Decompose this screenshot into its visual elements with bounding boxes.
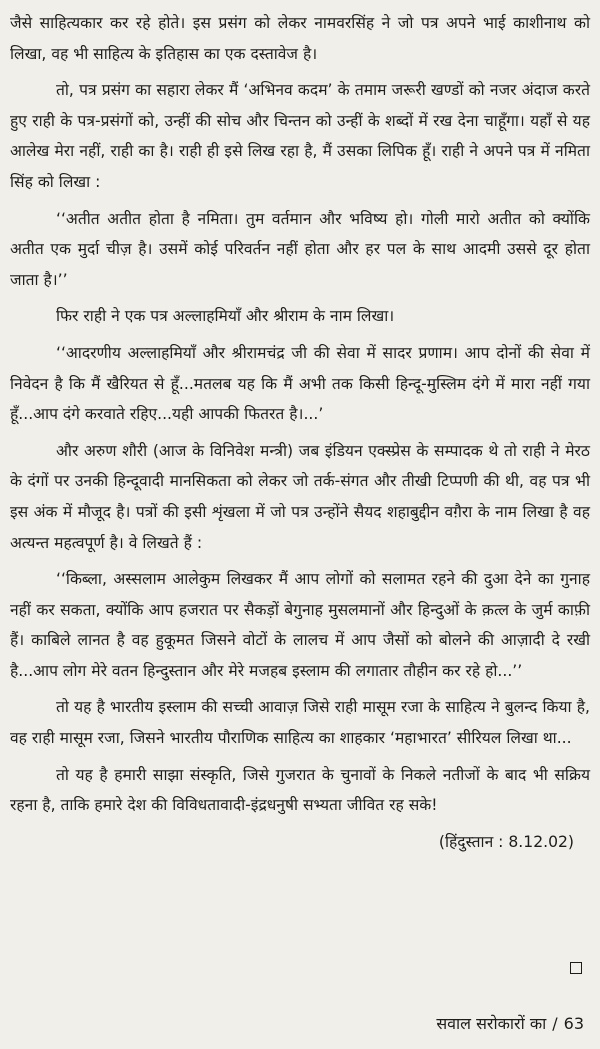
source-citation: (हिंदुस्तान : 8.12.02)	[438, 832, 574, 851]
paragraph: ‘‘आदरणीय अल्लाहमियाँ और श्रीरामचंद्र जी की सेवा में सादर प्रणाम। आप दोनों की सेवा में निवेदन है कि मैं खैरियत से हूँ...मतलब यह कि मैं अभी तक किसी हिन्दू-मुस्लिम दंगे में मारा नहीं गया हूँ...आप दंगे करवाते रहिए...यही आपकी फितरत है।...’	[10, 343, 590, 424]
end-mark-square-icon	[570, 962, 582, 974]
footer-separator: /	[552, 1014, 558, 1033]
paragraph: ‘‘अतीत अतीत होता है नमिता। तुम वर्तमान और भविष्य हो। गोली मारो अतीत को क्योंकि अतीत एक मुर्दा चीज़ है। उसमें कोई परिवर्तन नहीं होता और हर पल के साथ आदमी उससे दूर होता जाता है।’’	[10, 209, 590, 289]
paragraph: तो यह है भारतीय इस्लाम की सच्ची आवाज़ जिसे राही मासूम रजा के साहित्य ने बुलन्द किया है, वह राही मासूम रजा, जिसने भारतीय पौराणिक साहित्य का शाहकार ‘महाभारत’ सीरियल लिखा था...	[10, 698, 590, 748]
paragraph: जैसे साहित्यकार कर रहे होते। इस प्रसंग को लेकर नामवरसिंह ने जो पत्र अपने भाई काशीनाथ को लिखा, वह भी साहित्य के इतिहास का एक दस्तावेज है।	[10, 14, 590, 63]
paragraph: तो, पत्र प्रसंग का सहारा लेकर मैं ‘अभिनव कदम’ के तमाम जरूरी खण्डों को नजर अंदाज करते हुए राही के पत्र-प्रसंगों को, उन्हीं की सोच और चिन्तन को उन्हीं के शब्दों में रख देना चाहूँगा। यहाँ से यह आलेख मेरा नहीं, राही का है। राही ही इसे लिख रहा है, मैं उसका लिपिक हूँ। राही ने अपने पत्र में नमिता सिंह को लिखा :	[10, 81, 590, 191]
page-footer	[436, 1012, 584, 1036]
page-number: 63	[563, 1014, 584, 1033]
paragraph: और अरुण शौरी (आज के विनिवेश मन्त्री) जब इंडियन एक्स्प्रेस के सम्पादक थे तो राही ने मेरठ के दंगों पर उनकी हिन्दूवादी मानसिकता को लेकर जो तर्क-संगत और तीखी टिप्पणी की थी, वह पत्र भी इस अंक में मौजूद है। पत्रों की इसी शृंखला में जो पत्र उन्होंने सैयद शहाबुद्दीन वग़ैरा के नाम लिखा है वह अत्यन्त महत्वपूर्ण है। वे लिखते हैं :	[10, 441, 590, 552]
running-title: सवाल सरोकारों का	[436, 1014, 547, 1033]
paragraph: फिर राही ने एक पत्र अल्लाहमियाँ और श्रीराम के नाम लिखा।	[56, 307, 395, 326]
paragraph: ‘‘किब्ला, अस्सलाम आलेकुम लिखकर मैं आप लोगों को सलामत रहने की दुआ देने का गुनाह नहीं कर सकता, क्योंकि आप हजरात पर सैकड़ों बेगुनाह मुसलमानों और हिन्दुओं के क़त्ल के जुर्म काफ़ी हैं। काबिले लानत है वह हुकूमत जिसने वोटों के लालच में आप जैसों को बोलने की आज़ादी दे रखी है...आप लोग मेरे वतन हिन्दुस्तान और मेरे मजहब इस्लाम की लगातार तौहीन कर रहे हो...’’	[10, 570, 590, 680]
paragraph: तो यह है हमारी साझा संस्कृति, जिसे गुजरात के चुनावों के निकले नतीजों के बाद भी सक्रिय रहना है, ताकि हमारे देश की विविधतावादी-इंद्रधनुषी सभ्यता जीवित रह सके!	[10, 765, 590, 815]
body-text	[10, 8, 590, 821]
